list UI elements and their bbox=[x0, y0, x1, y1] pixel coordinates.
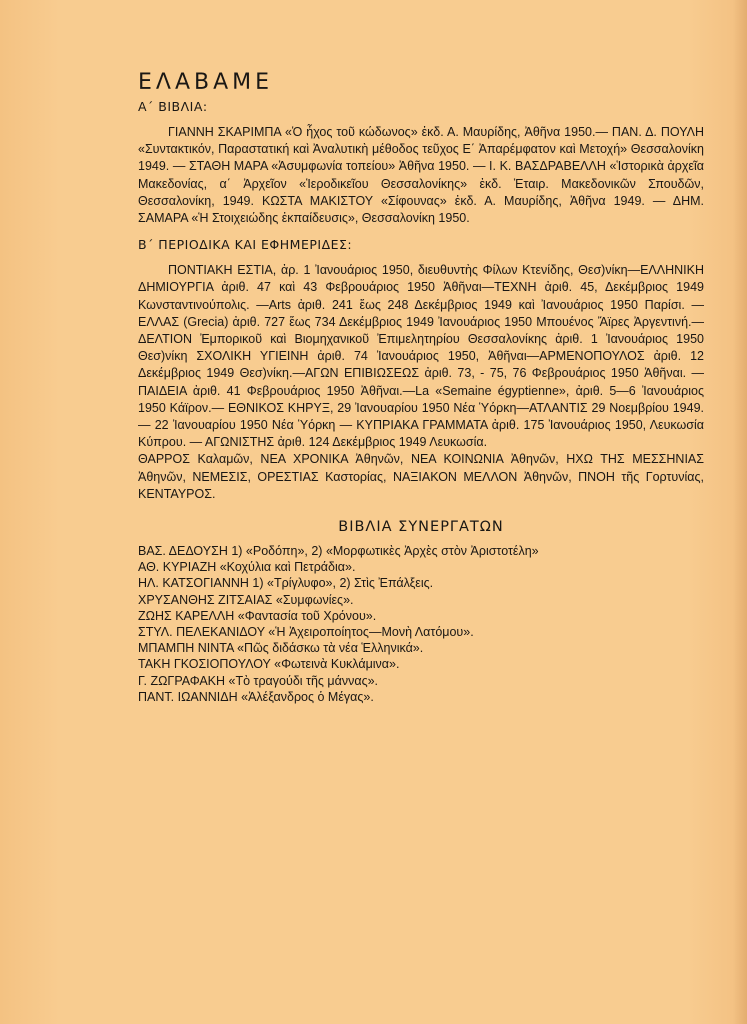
books-heading: Α΄ ΒΙΒΛΙΑ: bbox=[138, 99, 208, 114]
list-item: Γ. ΖΩΓΡΑΦΑΚΗ «Τὸ τραγούδι τῆς μάννας». bbox=[138, 673, 379, 688]
list-item: ΑΘ. ΚΥΡΙΑΖΗ «Κοχύλια καὶ Πετράδια». bbox=[138, 560, 356, 575]
list-item: ΧΡΥΣΑΝΘΗΣ ΖΙΤΣΑΙΑΣ «Συμφωνίες». bbox=[138, 592, 354, 607]
colleagues-list bbox=[138, 543, 704, 705]
document-content bbox=[138, 70, 704, 705]
list-item: ΖΩΗΣ ΚΑΡΕΛΛΗ «Φαντασία τοῦ Χρόνου». bbox=[138, 608, 377, 623]
periodicals-text-2: ΘΑΡΡΟΣ Καλαμῶν, ΝΕΑ ΧΡΟΝΙΚΑ Ἀθηνῶν, ΝΕΑ ΚΟΙΝΩΝΙΑ Ἀθηνῶν, ΗΧΩ ΤΗΣ ΜΕΣΣΗΝΙΑΣ Ἀθηνῶν, ΝΕΜΕΣΙΣ, ΟΡΕΣΤΙΑΣ Καστορίας, ΝΑΞΙΑΚΟΝ ΜΕΛΛΟΝ Ἀθηνῶν, ΠΝΟΗ τῆς Γορτυνίας, ΚΕΝΤΑΥΡΟΣ. bbox=[138, 452, 704, 501]
list-item: ΤΑΚΗ ΓΚΟΣΙΟΠΟΥΛΟΥ «Φωτεινὰ Κυκλάμινα». bbox=[138, 657, 400, 672]
list-item: ΠΑΝΤ. ΙΩΑΝΝΙΔΗ «Ἀλέξανδρος ὁ Μέγας». bbox=[138, 689, 374, 704]
periodicals-heading: Β΄ ΠΕΡΙΟΔΙΚΑ ΚΑΙ ΕΦΗΜΕΡΙΔΕΣ: bbox=[138, 237, 353, 253]
list-item: ΣΤΥΛ. ΠΕΛΕΚΑΝΙΔΟΥ «Ἡ Ἀχειροποίητος—Μονὴ Λατόμου». bbox=[138, 625, 474, 640]
periodicals-text: ΠΟΝΤΙΑΚΗ ΕΣΤΙΑ, ἀρ. 1 Ἰανουάριος 1950, διευθυντὴς Φίλων Κτενίδης, Θεσ)νίκη—ΕΛΛΗΝΙΚΗ ΔΗΜΙΟΥΡΓΙΑ ἀριθ. 47 καὶ 43 Φεβρουάριος 1950 Ἀθῆναι—ΤΕΧΝΗ ἀριθ. 45, Δεκέμβριος 1949 Κωνσταντινούπολις. —Arts ἀριθ. 241 ἕως 248 Δεκέμβριος 1949 καὶ Ἰανουάριος 1950 Παρίσι. — ΕΛΛΑΣ (Grecia) ἀριθ. 727 ἕως 734 Δεκέμβριος 1949 Ἰανουάριος 1950 Μπουένος Ἄϊρες Ἀργεντινή.— ΔΕΛΤΙΟΝ Ἐμπορικοῦ καὶ Βιομηχανικοῦ Ἐπιμελητηρίου Θεσσαλονίκης ἀριθ. 1 Ἰανουάριος 1950 Θεσ)νίκη ΣΧΟΛΙΚΗ ΥΓΙΕΙΝΗ ἀριθ. 74 Ἰανουάριος 1950, Ἀθῆναι—ΑΡΜΕΝΟΠΟΥΛΟΣ ἀριθ. 12 Δεκέμβριος 1949 Θεσ)νίκη.—ΑΓΩΝ ΕΠΙΒΙΩΣΕΩΣ ἀριθ. 73, - 75, 76 Φεβρουάριος 1950 Ἀθῆναι. — ΠΑΙΔΕΙΑ ἀριθ. 41 Φεβρουάριος 1950 Ἀθῆναι.—La «Semaine égyptienne», ἀριθ. 5—6 Ἰανουάριος 1950 Κάϊρον.— ΕΘΝΙΚΟΣ ΚΗΡΥΞ, 29 Ἰανουαρίου 1950 Νέα Ὑόρκη—ΑΤΛΑΝΤΙΣ 29 Νοεμβρίου 1949.— 22 Ἰανουαρίου 1950 Νέα Ὑόρκη — ΚΥΠΡΙΑΚΑ ΓΡΑΜΜΑΤΑ ἀριθ. 175 Ἰανουάριος 1950, Λευκωσία Κύπρου. — ΑΓΩΝΙΣΤΗΣ ἀριθ. 124 Δεκέμβριος 1949 Λευκωσία. bbox=[138, 263, 704, 450]
page-edge-shadow bbox=[733, 0, 747, 1024]
list-item: ΜΠΑΜΠΗ ΝΙΝΤΑ «Πῶς διδάσκω τὰ νέα Ἑλληνικά». bbox=[138, 641, 424, 656]
colleagues-heading: ΒΙΒΛΙΑ ΣΥΝΕΡΓΑΤΩΝ bbox=[338, 519, 504, 536]
list-item: ΒΑΣ. ΔΕΔΟΥΣΗ 1) «Ροδόπη», 2) «Μορφωτικὲς Ἀρχὲς στὸν Ἀριστοτέλη» bbox=[138, 544, 539, 559]
books-text: ΓΙΑΝΝΗ ΣΚΑΡΙΜΠΑ «Ὁ ἦχος τοῦ κώδωνος» ἐκδ. Α. Μαυρίδης, Ἀθῆνα 1950.— ΠΑΝ. Δ. ΠΟΥΛΗ «Συντακτικόν, Παραστατική καὶ Ἀναλυτικὴ μέθοδος τεῦχος Ε΄ Ἀπαρέμφατον καὶ Μετοχή» Θεσσαλονίκη 1949. — ΣΤΑΘΗ ΜΑΡΑ «Ἀσυμφωνία τοπείου» Ἀθῆνα 1950. — Ι. Κ. ΒΑΣΔΡΑΒΕΛΛΗ «Ἱστορικὰ ἀρχεῖα Μακεδονίας, α΄ Ἀρχεῖον «Ἱεροδικεῖου Θεσσαλονίκης» ἐκδ. Ἑταιρ. Μακεδονικῶν Σπουδῶν, Θεσσαλονίκη, 1949. ΚΩΣΤΑ ΜΑΚΙΣΤΟΥ «Σίφουνας» ἐκδ. Α. Μαυρίδης, Ἀθῆνα 1949. — ΔΗΜ. ΣΑΜΑΡΑ «Ἡ Στοιχειώδης ἐκπαίδευσις», Θεσσαλονίκη 1950. bbox=[138, 125, 704, 226]
page-title: ΕΛΑΒΑΜΕ bbox=[138, 70, 274, 95]
list-item: ΗΛ. ΚΑΤΣΟΓΙΑΝΝΗ 1) «Τρίγλυφο», 2) Στὶς Ἐπάλξεις. bbox=[138, 576, 434, 591]
